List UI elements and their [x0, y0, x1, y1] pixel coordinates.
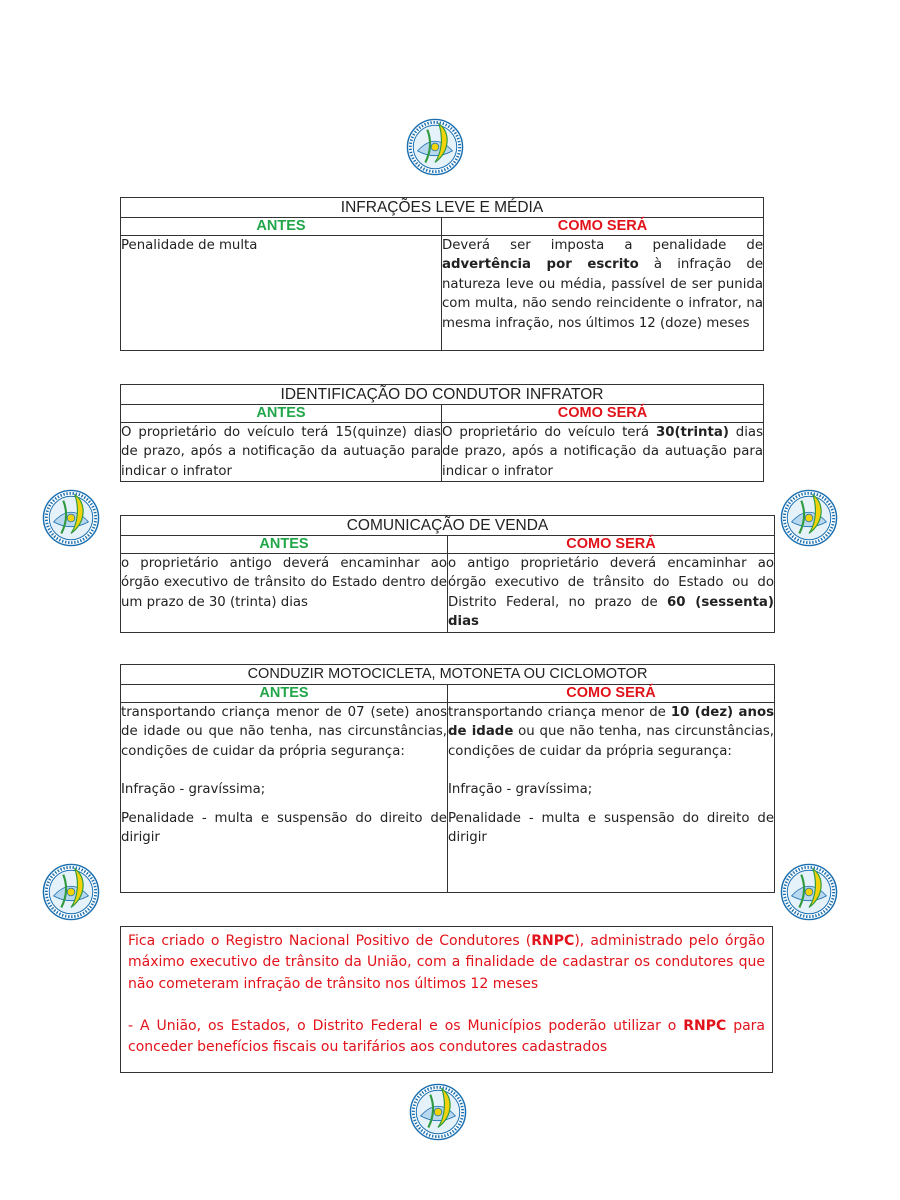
antes-header: ANTES — [121, 536, 448, 554]
section-title: IDENTIFICAÇÃO DO CONDUTOR INFRATOR — [121, 385, 764, 405]
sindicato-seal-icon — [42, 863, 100, 921]
highlight-text: 10 (dez) anos de idade — [448, 705, 775, 740]
antes-cell — [121, 236, 442, 351]
como-sera-penalidade: Penalidade - multa e suspensão do direito de dirigir — [448, 810, 775, 846]
antes-cell — [121, 423, 442, 482]
antes-text: o proprietário antigo deverá encaminhar ao órgão executivo de trânsito do Estado dentro de um prazo de 30 (trinta) dias — [121, 556, 447, 610]
antes-infracao: Infração - gravíssima; — [121, 782, 266, 798]
sindicato-seal-icon — [780, 863, 838, 921]
sindicato-seal-icon — [406, 118, 464, 176]
sindicato-seal-icon — [42, 489, 100, 547]
section-title: CONDUZIR MOTOCICLETA, MOTONETA OU CICLOMOTOR — [121, 665, 775, 685]
highlight-text: advertência por escrito — [442, 257, 639, 273]
como-sera-text: o antigo proprietário deverá encaminhar ao órgão executivo de trânsito do Estado ou do Distrito Federal, no prazo de 60 (sessenta) dias — [448, 556, 774, 630]
rnpc-paragraph-2: - A União, os Estados, o Distrito Federal e os Municípios poderão utilizar o RNPC para conceder benefícios fiscais ou tarifários aos condutores cadastrados — [128, 1017, 765, 1056]
como-sera-header: COMO SERÁ — [442, 218, 764, 236]
highlight-text: 30(trinta) — [655, 425, 729, 440]
como-sera-text: Deverá ser imposta a penalidade de advertência por escrito à infração de natureza leve ou média, passível de ser punida com multa, não sendo reincidente o infrator, na mesma infração, nos últimos 12 (doze) meses — [442, 238, 764, 331]
como-sera-header: COMO SERÁ — [442, 405, 764, 423]
como-sera-cell — [448, 554, 775, 633]
sindicato-seal-icon — [409, 1083, 467, 1141]
section-title: COMUNICAÇÃO DE VENDA — [121, 516, 775, 536]
section-infracoes-leve-media — [120, 197, 764, 351]
antes-text: Penalidade de multa — [121, 238, 258, 253]
antes-cell — [121, 703, 448, 893]
antes-penalidade: Penalidade - multa e suspensão do direito de dirigir — [121, 810, 447, 846]
antes-text: transportando criança menor de 07 (sete) anos de idade ou que não tenha, nas circunstâncias, condições de cuidar da própria segurança: — [121, 705, 447, 759]
sindicato-seal-icon — [780, 489, 838, 547]
antes-text: O proprietário do veículo terá 15(quinze) dias de prazo, após a notificação da autuação para indicar o infrator — [121, 425, 441, 479]
section-title: INFRAÇÕES LEVE E MÉDIA — [121, 198, 764, 218]
como-sera-cell — [442, 236, 764, 351]
antes-header: ANTES — [121, 685, 448, 703]
como-sera-cell — [448, 703, 775, 893]
como-sera-text: O proprietário do veículo terá 30(trinta) dias de prazo, após a notificação da autuação para indicar o infrator — [442, 425, 763, 479]
antes-header: ANTES — [121, 218, 442, 236]
highlight-text: 60 (sessenta) dias — [448, 594, 774, 630]
como-sera-text: transportando criança menor de 10 (dez) anos de idade ou que não tenha, nas circunstâncias, condições de cuidar da própria segurança: — [448, 705, 775, 759]
como-sera-header: COMO SERÁ — [448, 685, 775, 703]
como-sera-infracao: Infração - gravíssima; — [448, 782, 593, 798]
rnpc-paragraph-1: Fica criado o Registro Nacional Positivo de Condutores (RNPC), administrado pelo órgão máximo executivo de trânsito da União, com a finalidade de cadastrar os condutores que não cometeram infração de trânsito nos últimos 12 meses — [128, 933, 765, 992]
como-sera-header: COMO SERÁ — [448, 536, 775, 554]
section-identificacao-condutor — [120, 384, 764, 482]
como-sera-cell — [442, 423, 764, 482]
section-conduzir-motocicleta — [120, 664, 775, 893]
rnpc-notice — [120, 926, 773, 1073]
antes-cell — [121, 554, 448, 633]
antes-header: ANTES — [121, 405, 442, 423]
section-comunicacao-venda — [120, 515, 775, 633]
